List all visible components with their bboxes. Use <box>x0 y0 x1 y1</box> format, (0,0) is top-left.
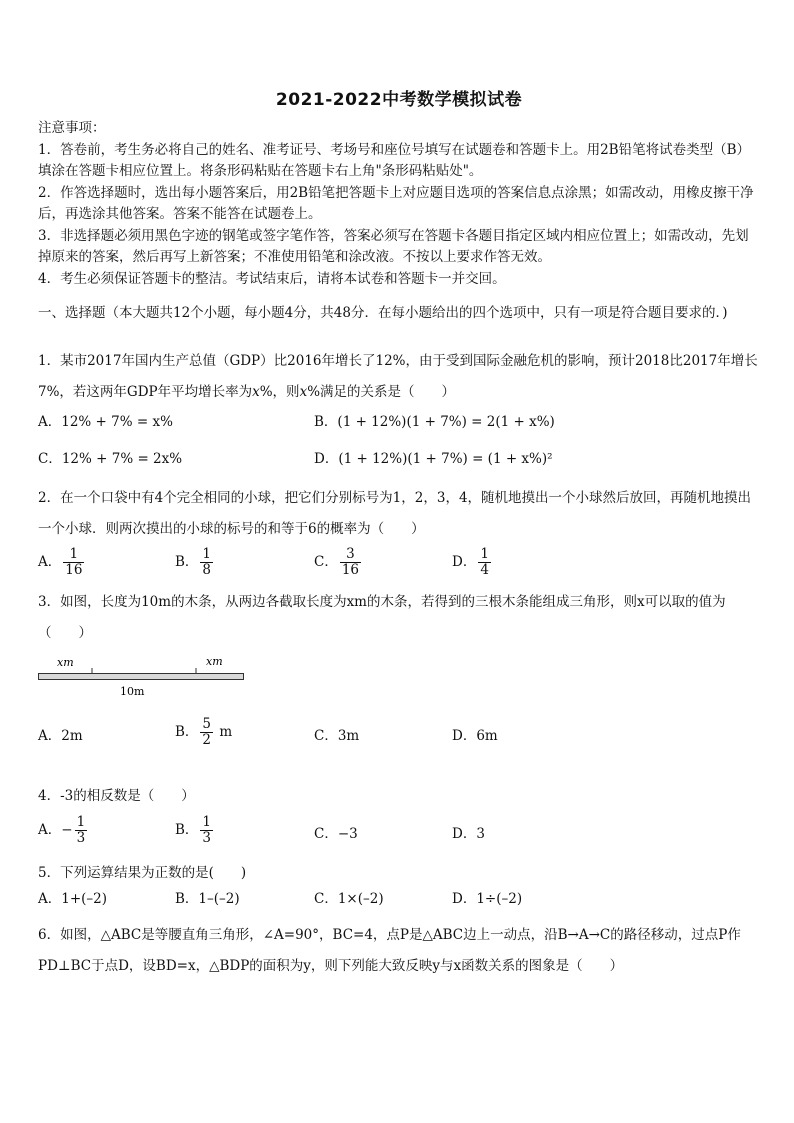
fraction <box>200 815 213 846</box>
fraction <box>200 717 213 748</box>
option-b[interactable] <box>175 815 215 846</box>
option-b[interactable] <box>314 412 555 432</box>
option-a[interactable] <box>38 547 86 578</box>
option-label: C． <box>38 451 62 467</box>
option-value: 1+(–2) <box>61 891 108 907</box>
wood-strip-diagram <box>38 653 258 701</box>
option-label: C． <box>314 553 338 570</box>
option-c[interactable] <box>314 824 358 844</box>
option-b[interactable] <box>175 717 232 748</box>
option-value: (1 + 12%)(1 + 7%) = (1 + x%)² <box>338 451 553 467</box>
option-value: 12% + 7% = x% <box>61 414 173 430</box>
option-label: A． <box>38 891 62 907</box>
option-row <box>38 815 760 859</box>
notes-heading: 注意事项： <box>38 120 106 136</box>
option-value: 3 <box>476 826 485 842</box>
option-row <box>38 412 760 442</box>
question-6 <box>38 920 760 982</box>
numerator: 1 <box>480 546 489 562</box>
option-row <box>38 547 760 591</box>
option-label: A． <box>38 414 62 430</box>
option-value: 2m <box>61 728 83 744</box>
note-item: 1．答卷前，考生务必将自己的姓名、准考证号、考场号和座位号填写在试题卷和答题卡上。用2B铅笔将试卷类型（B）填涂在答题卡相应位置上。将条形码粘贴在答题卡右上角"条形码粘贴处"。 <box>38 141 751 179</box>
question-stem <box>38 346 760 408</box>
option-d[interactable] <box>314 449 553 469</box>
notes-block <box>38 118 760 290</box>
question-stem: 5．下列运算结果为正数的是( ) <box>38 865 247 881</box>
option-label: A． <box>38 553 62 570</box>
option-label: B． <box>175 553 199 570</box>
option-row <box>38 717 760 761</box>
note-item: 4．考生必须保证答题卡的整洁。考试结束后，请将本试卷和答题卡一并交回。 <box>38 270 506 287</box>
minus-sign: − <box>61 821 73 838</box>
denominator: 16 <box>65 561 83 578</box>
question-stem: 6．如图，△ABC是等腰直角三角形，∠A=90°，BC=4，点P是△ABC边上一动点，沿B→A→C的路径移动，过点P作PD⊥BC于点D，设BD=x，△BDP的面积为y，则下列能大致反映y与x函数关系的图象是（ ） <box>38 927 741 974</box>
option-c[interactable] <box>314 726 359 746</box>
option-c[interactable] <box>38 449 182 469</box>
denominator: 8 <box>202 561 212 578</box>
option-label: D． <box>452 553 477 570</box>
option-a[interactable] <box>38 412 173 432</box>
option-label: B． <box>314 414 338 430</box>
option-label: B． <box>175 891 199 907</box>
option-c[interactable] <box>314 889 384 909</box>
option-b[interactable] <box>175 889 240 909</box>
question-3 <box>38 587 760 748</box>
var-x: x <box>252 384 260 400</box>
option-d[interactable] <box>452 547 493 578</box>
option-label: C． <box>314 728 338 744</box>
section-heading: 一、选择题（本大题共12个小题，每小题4分，共48分．在每小题给出的四个选项中，只有一项是符合题目要求的．) <box>38 305 728 321</box>
question-stem: 2．在一个口袋中有4个完全相同的小球，把它们分别标号为1，2，3，4，随机地摸出一个小球然后放回，再随机地摸出一个小球．则两次摸出的小球的标号的和等于6的概率为（ ） <box>38 490 752 537</box>
denominator: 16 <box>341 561 360 578</box>
note-item: 3．非选择题必须用黑色字迹的钢笔或签字笔作答，答案必须写在答题卡各题目指定区域内相应位置上；如需改动，先划掉原来的答案，然后再写上新答案；不准使用铅笔和涂改液。不按以上要求作答无效。 <box>38 227 749 265</box>
question-stem: 3．如图，长度为10m的木条，从两边各截取长度为xm的木条，若得到的三根木条能组成三角形，则x可以取的值为（ ） <box>38 594 726 641</box>
option-label: D． <box>452 891 477 907</box>
option-row <box>38 889 760 919</box>
fraction <box>478 547 491 578</box>
question-4 <box>38 781 760 859</box>
option-label: D． <box>314 451 339 467</box>
option-value: 1÷(–2) <box>476 891 523 907</box>
denominator: 2 <box>202 731 212 748</box>
option-value: (1 + 12%)(1 + 7%) = 2(1 + x%) <box>337 414 555 430</box>
option-label: D． <box>452 826 477 842</box>
option-value: 1×(–2) <box>337 891 384 907</box>
question-1 <box>38 346 760 479</box>
var-x: x <box>299 384 308 400</box>
option-value: 6m <box>476 728 498 744</box>
question-5 <box>38 858 760 919</box>
option-value: 12% + 7% = 2x% <box>61 451 183 467</box>
option-row <box>38 449 760 479</box>
option-unit: m <box>219 723 233 740</box>
fig-left-label: xm <box>57 656 74 669</box>
option-value: 3m <box>337 728 360 744</box>
fig-total-label: 10m <box>120 685 145 698</box>
numerator: 5 <box>202 716 212 732</box>
denominator: 3 <box>76 829 86 846</box>
question-2 <box>38 483 760 591</box>
option-d[interactable] <box>452 726 498 746</box>
numerator: 1 <box>202 546 212 562</box>
fraction <box>75 815 88 846</box>
fraction <box>340 547 361 578</box>
option-label: B． <box>175 821 199 838</box>
wood-strip <box>39 674 244 680</box>
option-a[interactable] <box>38 726 83 746</box>
stem-text: 1．某市2017年国内生产总值（GDP）比2016年增长了12%，由于受到国际金融危机的影响，预计2018比2017年增长7%，若这两年GDP年平均增长率为 <box>38 353 758 400</box>
note-item: 2．作答选择题时，选出每小题答案后，用2B铅笔把答题卡上对应题目选项的答案信息点涂黑；如需改动，用橡皮擦干净后，再选涂其他答案。答案不能答在试题卷上。 <box>38 184 754 222</box>
numerator: 3 <box>340 547 361 563</box>
numerator: 1 <box>63 547 84 563</box>
option-label: B． <box>175 723 199 740</box>
option-c[interactable] <box>314 547 363 578</box>
option-value: −3 <box>337 826 358 842</box>
option-b[interactable] <box>175 547 215 578</box>
option-d[interactable] <box>452 824 485 844</box>
page-title: 2021-2022中考数学模拟试卷 <box>275 90 523 110</box>
fraction <box>200 547 213 578</box>
option-a[interactable] <box>38 815 89 846</box>
option-label: A． <box>38 821 62 838</box>
option-label: C． <box>314 826 338 842</box>
fraction <box>63 547 84 578</box>
option-label: C． <box>314 891 338 907</box>
option-value: 1–(–2) <box>198 891 240 907</box>
option-d[interactable] <box>452 889 522 909</box>
stem-text: %，则 <box>259 384 300 400</box>
denominator: 4 <box>480 561 489 578</box>
fig-right-label: xm <box>206 655 223 668</box>
option-label: D． <box>452 728 477 744</box>
numerator: 1 <box>202 814 212 830</box>
option-a[interactable] <box>38 889 107 909</box>
denominator: 3 <box>202 829 212 846</box>
option-label: A． <box>38 728 62 744</box>
numerator: 1 <box>76 814 86 830</box>
stem-text: %满足的关系是（ ） <box>307 384 456 400</box>
question-stem: 4．-3的相反数是（ ） <box>38 788 195 804</box>
